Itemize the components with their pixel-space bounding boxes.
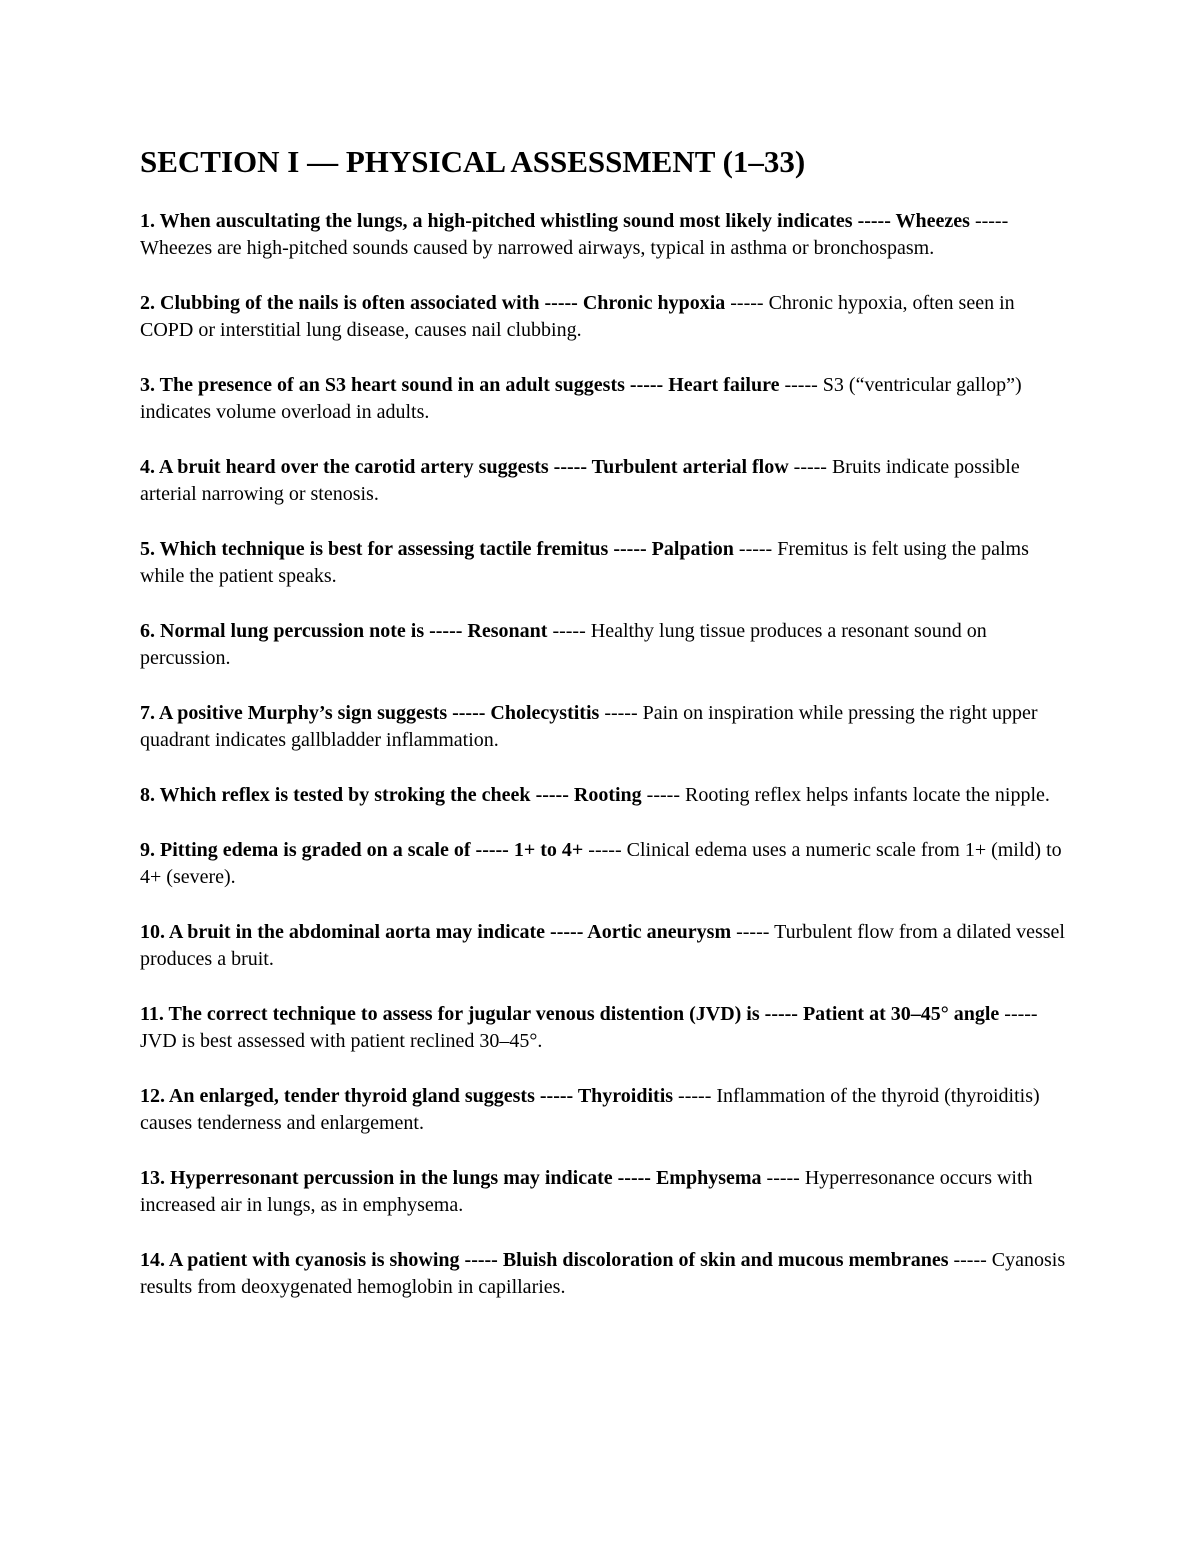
answer-text: Bluish discoloration of skin and mucous membranes bbox=[502, 1249, 949, 1271]
answer-text: Heart failure bbox=[668, 374, 780, 396]
section-title: SECTION I — PHYSICAL ASSESSMENT (1–33) bbox=[140, 144, 806, 179]
question-item-8: 8. Which reflex is tested by stroking the cheek ----- Rooting ----- Rooting reflex helps infants locate the nipple. bbox=[140, 784, 1050, 806]
question-text: 7. A positive Murphy’s sign suggests ----- bbox=[140, 702, 491, 724]
answer-text: Chronic hypoxia bbox=[582, 292, 726, 314]
explanation-text: JVD is best assessed with patient reclined 30–45°. bbox=[140, 1030, 543, 1052]
explanation-text: Turbulent flow from a dilated vessel produces a bruit. bbox=[140, 921, 1065, 970]
question-item-5: 5. Which technique is best for assessing tactile fremitus ----- Palpation ----- Fremitus is felt using the palms while the patient speaks. bbox=[140, 538, 1029, 587]
explanation-text: Rooting reflex helps infants locate the nipple. bbox=[684, 784, 1050, 806]
explanation-text: Chronic hypoxia, often seen in COPD or interstitial lung disease, causes nail clubbing. bbox=[140, 292, 1015, 341]
question-text: 8. Which reflex is tested by stroking the cheek ----- bbox=[140, 784, 574, 806]
question-item-9: 9. Pitting edema is graded on a scale of ----- 1+ to 4+ ----- Clinical edema uses a numeric scale from 1+ (mild) to 4+ (severe). bbox=[140, 839, 1062, 888]
question-item-14: 14. A patient with cyanosis is showing ----- Bluish discoloration of skin and mucous membranes ----- Cyanosis results from deoxygenated hemoglobin in capillaries. bbox=[140, 1249, 1066, 1298]
question-text: 12. An enlarged, tender thyroid gland suggests ----- bbox=[140, 1085, 578, 1107]
answer-text: Aortic aneurysm bbox=[587, 921, 732, 943]
explanation-text: Clinical edema uses a numeric scale from 1+ (mild) to 4+ (severe). bbox=[140, 839, 1062, 888]
explanation-text: Healthy lung tissue produces a resonant sound on percussion. bbox=[140, 620, 987, 669]
explanation-text: Fremitus is felt using the palms while the patient speaks. bbox=[140, 538, 1029, 587]
answer-text: Cholecystitis bbox=[490, 702, 600, 724]
answer-text: Thyroiditis bbox=[577, 1085, 674, 1107]
question-item-2: 2. Clubbing of the nails is often associated with ----- Chronic hypoxia ----- Chronic hypoxia, often seen in COPD or interstitial lung disease, causes nail clubbing. bbox=[140, 292, 1015, 341]
question-item-11: 11. The correct technique to assess for jugular venous distention (JVD) is ----- Patient at 30–45° angle ----- JVD is best assessed with patient reclined 30–45°. bbox=[140, 1003, 1038, 1052]
explanation-text: Hyperresonance occurs with increased air in lungs, as in emphysema. bbox=[140, 1167, 1033, 1216]
explanation-text: Cyanosis results from deoxygenated hemoglobin in capillaries. bbox=[140, 1249, 1066, 1298]
document-page bbox=[140, 142, 1070, 1329]
answer-text: Emphysema bbox=[655, 1167, 762, 1189]
explanation-text: Wheezes are high-pitched sounds caused by narrowed airways, typical in asthma or bronchospasm. bbox=[140, 237, 935, 259]
answer-text: 1+ to 4+ bbox=[513, 839, 584, 861]
question-text: 13. Hyperresonant percussion in the lungs may indicate ----- bbox=[140, 1167, 656, 1189]
question-item-12: 12. An enlarged, tender thyroid gland suggests ----- Thyroiditis ----- Inflammation of the thyroid (thyroiditis) causes tenderness and enlargement. bbox=[140, 1085, 1040, 1134]
answer-text: Patient at 30–45° angle bbox=[802, 1003, 1000, 1025]
answer-text: Palpation bbox=[651, 538, 734, 560]
question-text: 2. Clubbing of the nails is often associated with ----- bbox=[140, 292, 583, 314]
explanation-text: S3 (“ventricular gallop”) indicates volume overload in adults. bbox=[140, 374, 1022, 423]
answer-text: Turbulent arterial flow bbox=[591, 456, 789, 478]
answer-text: Rooting bbox=[573, 784, 642, 806]
explanation-text: Bruits indicate possible arterial narrowing or stenosis. bbox=[140, 456, 1020, 505]
answer-text: Wheezes bbox=[895, 210, 970, 232]
question-item-4: 4. A bruit heard over the carotid artery suggests ----- Turbulent arterial flow ----- Bruits indicate possible arterial narrowing or stenosis. bbox=[140, 456, 1020, 505]
question-text: 11. The correct technique to assess for jugular venous distention (JVD) is ----- bbox=[140, 1003, 803, 1025]
question-item-3: 3. The presence of an S3 heart sound in an adult suggests ----- Heart failure ----- S3 (“ventricular gallop”) indicates volume overload in adults. bbox=[140, 374, 1022, 423]
question-item-13: 13. Hyperresonant percussion in the lungs may indicate ----- Emphysema ----- Hyperresonance occurs with increased air in lungs, as in emphysema. bbox=[140, 1167, 1033, 1216]
question-item-7: 7. A positive Murphy’s sign suggests ----- Cholecystitis ----- Pain on inspiration while pressing the right upper quadrant indicates gallbladder inflammation. bbox=[140, 702, 1038, 751]
question-text: 4. A bruit heard over the carotid artery suggests ----- bbox=[140, 456, 592, 478]
question-item-10: 10. A bruit in the abdominal aorta may indicate ----- Aortic aneurysm ----- Turbulent flow from a dilated vessel produces a bruit. bbox=[140, 921, 1065, 970]
question-text: 3. The presence of an S3 heart sound in an adult suggests ----- bbox=[140, 374, 669, 396]
question-list bbox=[140, 208, 1070, 1301]
question-text: 14. A patient with cyanosis is showing ----- bbox=[140, 1249, 503, 1271]
explanation-text: Pain on inspiration while pressing the right upper quadrant indicates gallbladder inflammation. bbox=[140, 702, 1038, 751]
question-text: 6. Normal lung percussion note is ----- bbox=[140, 620, 468, 642]
question-item-1: 1. When auscultating the lungs, a high-pitched whistling sound most likely indicates ----- Wheezes ----- Wheezes are high-pitched sounds caused by narrowed airways, typical in asthma or bronchospasm. bbox=[140, 210, 1009, 259]
question-text: 10. A bruit in the abdominal aorta may indicate ----- bbox=[140, 921, 588, 943]
question-text: 5. Which technique is best for assessing tactile fremitus ----- bbox=[140, 538, 652, 560]
explanation-text: Inflammation of the thyroid (thyroiditis) causes tenderness and enlargement. bbox=[140, 1085, 1040, 1134]
question-item-6: 6. Normal lung percussion note is ----- Resonant ----- Healthy lung tissue produces a resonant sound on percussion. bbox=[140, 620, 987, 669]
answer-text: Resonant bbox=[467, 620, 548, 642]
question-text: 1. When auscultating the lungs, a high-pitched whistling sound most likely indicates ----- bbox=[140, 210, 896, 232]
question-text: 9. Pitting edema is graded on a scale of ----- bbox=[140, 839, 514, 861]
